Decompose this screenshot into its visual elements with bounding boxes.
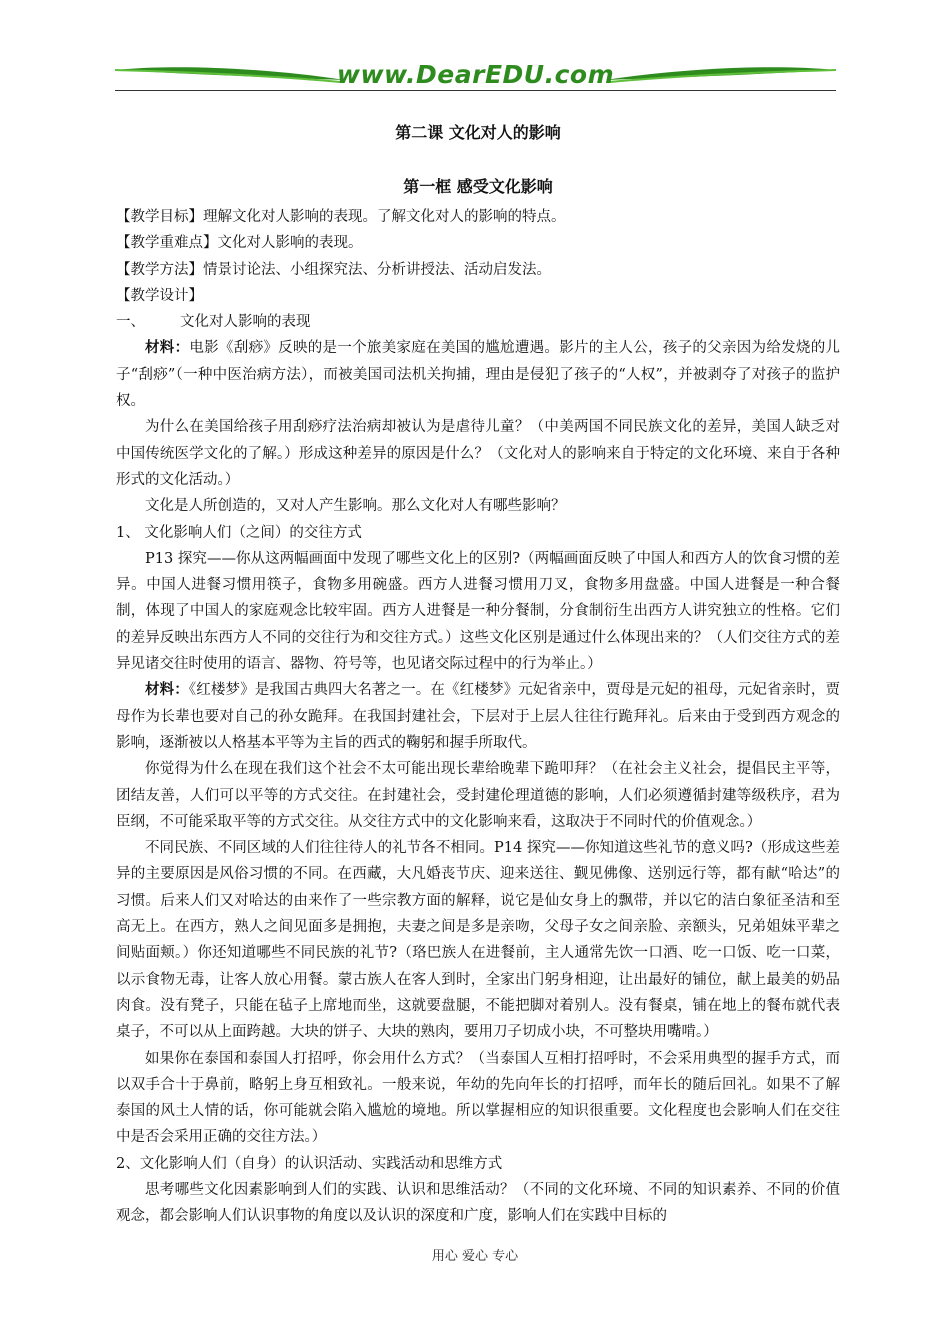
teaching-focus: 【教学重难点】文化对人影响的表现。 [116,235,363,252]
subheading-1: 1、 文化影响人们（之间）的交往方式 [116,524,362,541]
material-paragraph-1 [116,335,840,414]
heading-one-number: 一、 [116,314,145,331]
material-label: 材料： [145,339,190,357]
material-paragraph-2 [116,677,840,756]
teaching-method: 【教学方法】情景讨论法、小组探究法、分析讲授法、活动启发法。 [116,261,551,278]
paragraph-explore-p14: 不同民族、不同区域的人们往往待人的礼节各不相同。P14 探究——你知道这些礼节的意义吗?（形成这些差异的主要原因是风俗习惯的不同。在西藏，大凡婚丧节庆、迎来送往、觐见佛像、送别远行等，都有献“哈达”的习惯。后来人们又对哈达的由来作了一些宗教方面的解释，说它是仙女身上的飘带，并以它的洁白象征圣洁和至高无上。在西方，熟人之间见面多是拥抱，夫妻之间是多是亲吻，父母子女之间亲脸、亲额头，兄弟姐妹平辈之间贴面颊。）你还知道哪些不同民族的礼节?（珞巴族人在进餐前，主人通常先饮一口酒、吃一口饭、吃一口菜，以示食物无毒，让客人放心用餐。蒙古族人在客人到时，全家出门躬身相迎，让出最好的铺位，献上最美的奶品肉食。没有凳子，只能在毡子上席地而坐，这就要盘腿，不能把脚对着别人。没有餐桌，铺在地上的餐布就代表桌子，不可以从上面跨越。大块的饼子、大块的熟肉，要用刀子切成小块，不可整块用嘴啃。） [116,840,840,1041]
lesson-title: 第二课 文化对人的影响 [395,123,561,142]
material-label: 材料： [145,681,189,699]
paragraph-explore-p13: P13 探究——你从这两幅画面中发现了哪些文化上的区别?（两幅画面反映了中国人和西方人的饮食习惯的差异。中国人进餐习惯用筷子，食物多用碗盛。西方人进餐习惯用刀叉，食物多用盘盛。中国人进餐是一种合餐制，体现了中国人的家庭观念比较牢固。西方人进餐是一种分餐制，分食制衍生出西方人讲究独立的性格。它们的差异反映出东西方人不同的交往行为和交往方式。）这些文化区别是通过什么体现出来的？（人们交往方式的差异见诸交往时使用的语言、器物、符号等，也见诸交际过程中的行为举止。） [116,550,840,673]
teaching-goal: 【教学目标】理解文化对人影响的表现。了解文化对人的影响的特点。 [116,209,566,225]
teaching-design: 【教学设计】 [116,287,203,304]
paragraph-question-2: 你觉得为什么在现在我们这个社会不太可能出现长辈给晚辈下跪叩拜？（在社会主义社会，提倡民主平等，团结友善，人们可以平等的方式交往。在封建社会，受封建伦理道德的影响，人们必须遵循封建等级秩序，君为臣纲，不可能采取平等的方式交往。从交往方式中的文化影响来看，这取决于不同时代的价值观念。） [116,761,840,830]
paragraph-thailand: 如果你在泰国和泰国人打招呼，你会用什么方式？（当泰国人互相打招呼时，不会采用典型的握手方式，而以双手合十于鼻前，略躬上身互相致礼。一般来说，年幼的先向年长的打招呼，而年长的随后回礼。如果不了解泰国的风土人情的话，你可能就会陷入尴尬的境地。所以掌握相应的知识很重要。文化程度也会影响人们在交往中是否会采用正确的交往方法。） [116,1050,840,1146]
paragraph-intro: 文化是人所创造的，又对人产生影响。那么文化对人有哪些影响？ [145,498,566,515]
heading-one-text: 文化对人影响的表现 [180,314,311,331]
heading-one [116,309,840,335]
document-body [116,118,840,1230]
material-text: 《红楼梦》是我国古典四大名著之一。在《红楼梦》元妃省亲中，贾母是元妃的祖母，元妃省亲时，贾母作为长辈也要对自己的孙女跪拜。在我国封建社会，下层对于上层人往往行跪拜礼。后来由于受到西方观念的影响，逐渐被以人格基本平等为主旨的西式的鞠躬和握手所取代。 [116,682,841,751]
paragraph-thinking: 思考哪些文化因素影响到人们的实践、认识和思维活动？（不同的文化环境、不同的知识素养、不同的价值观念，都会影响人们认识事物的角度以及认识的深度和广度，影响人们在实践中目标的 [116,1181,840,1225]
header-divider [115,90,836,91]
paragraph-question-1: 为什么在美国给孩子用刮痧疗法治病却被认为是虐待儿童？（中美两国不同民族文化的差异，美国人缺乏对中国传统医学文化的了解。）形成这种差异的原因是什么？（文化对人的影响来自于特定的文化环境、来自于各种形式的文化活动。） [116,419,840,488]
section-title: 第一框 感受文化影响 [403,177,553,196]
material-text: 电影《刮痧》反映的是一个旅美家庭在美国的尴尬遭遇。影片的主人公，孩子的父亲因为给发烧的儿子“刮痧”（一种中医治病方法），而被美国司法机关拘捕，理由是侵犯了孩子的“人权”，并被剥夺了对孩子的监护权。 [116,340,841,410]
site-logo-text: www.DearEDU.com [336,60,615,89]
site-header [115,58,836,94]
subheading-2: 2、文化影响人们（自身）的认识活动、实践活动和思维方式 [116,1155,503,1172]
page-footer: 用心 爱心 专心 [431,1249,519,1264]
